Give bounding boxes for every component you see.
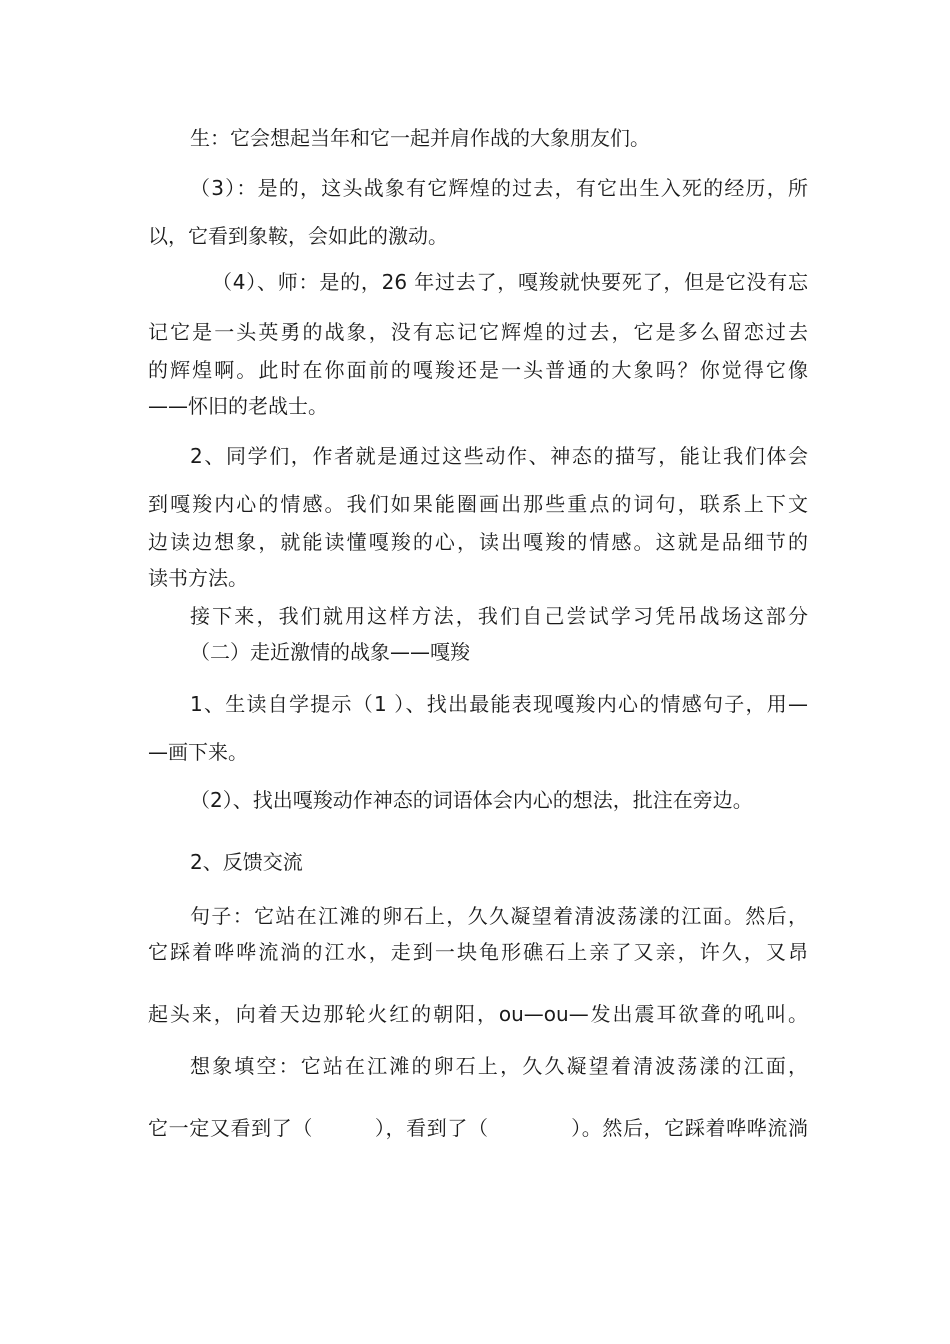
text-line-9: 到嘎羧内心的情感。我们如果能圈画出那些重点的词句，联系上下文 (148, 492, 808, 516)
text-line-14: 1、生读自学提示（1 ）、找出最能表现嘎羧内心的情感句子，用— (190, 692, 808, 716)
text-line-12: 接下来，我们就用这样方法，我们自己尝试学习凭吊战场这部分 (190, 604, 808, 628)
text-line-13: （二）走近激情的战象——嘎羧 (190, 640, 470, 664)
text-line-21: 想象填空：它站在江滩的卵石上，久久凝望着清波荡漾的江面， (190, 1054, 808, 1078)
text-line-17: 2、反馈交流 (190, 850, 303, 874)
text-line-1: 生：它会想起当年和它一起并肩作战的大象朋友们。 (190, 126, 650, 150)
text-line-22: 它一定又看到了（ ），看到了（ ）。然后，它踩着哗哗流淌 (148, 1116, 808, 1140)
text-line-20: 起头来，向着天边那轮火红的朝阳，ou—ou—发出震耳欲聋的吼叫。 (148, 1002, 808, 1026)
text-line-8: 2、同学们，作者就是通过这些动作、神态的描写，能让我们体会 (190, 444, 808, 468)
text-line-7: ——怀旧的老战士。 (148, 394, 328, 418)
text-line-6: 的辉煌啊。此时在你面前的嘎羧还是一头普通的大象吗？你觉得它像 (148, 358, 808, 382)
text-line-2: （3）：是的，这头战象有它辉煌的过去，有它出生入死的经历，所 (190, 176, 808, 200)
text-line-18: 句子：它站在江滩的卵石上，久久凝望着清波荡漾的江面。然后， (190, 904, 808, 928)
text-line-16: （2）、找出嘎羧动作神态的词语体会内心的想法，批注在旁边。 (190, 788, 753, 812)
text-line-15: —画下来。 (148, 740, 248, 764)
text-line-3: 以，它看到象鞍，会如此的激动。 (148, 224, 448, 248)
text-line-19: 它踩着哗哗流淌的江水，走到一块龟形礁石上亲了又亲，许久，又昂 (148, 940, 808, 964)
text-line-10: 边读边想象，就能读懂嘎羧的心，读出嘎羧的情感。这就是品细节的 (148, 530, 808, 554)
text-line-11: 读书方法。 (148, 566, 248, 590)
text-line-5: 记它是一头英勇的战象，没有忘记它辉煌的过去，它是多么留恋过去 (148, 320, 808, 344)
text-line-4: （4）、师：是的，26 年过去了，嘎羧就快要死了，但是它没有忘 (212, 270, 808, 294)
